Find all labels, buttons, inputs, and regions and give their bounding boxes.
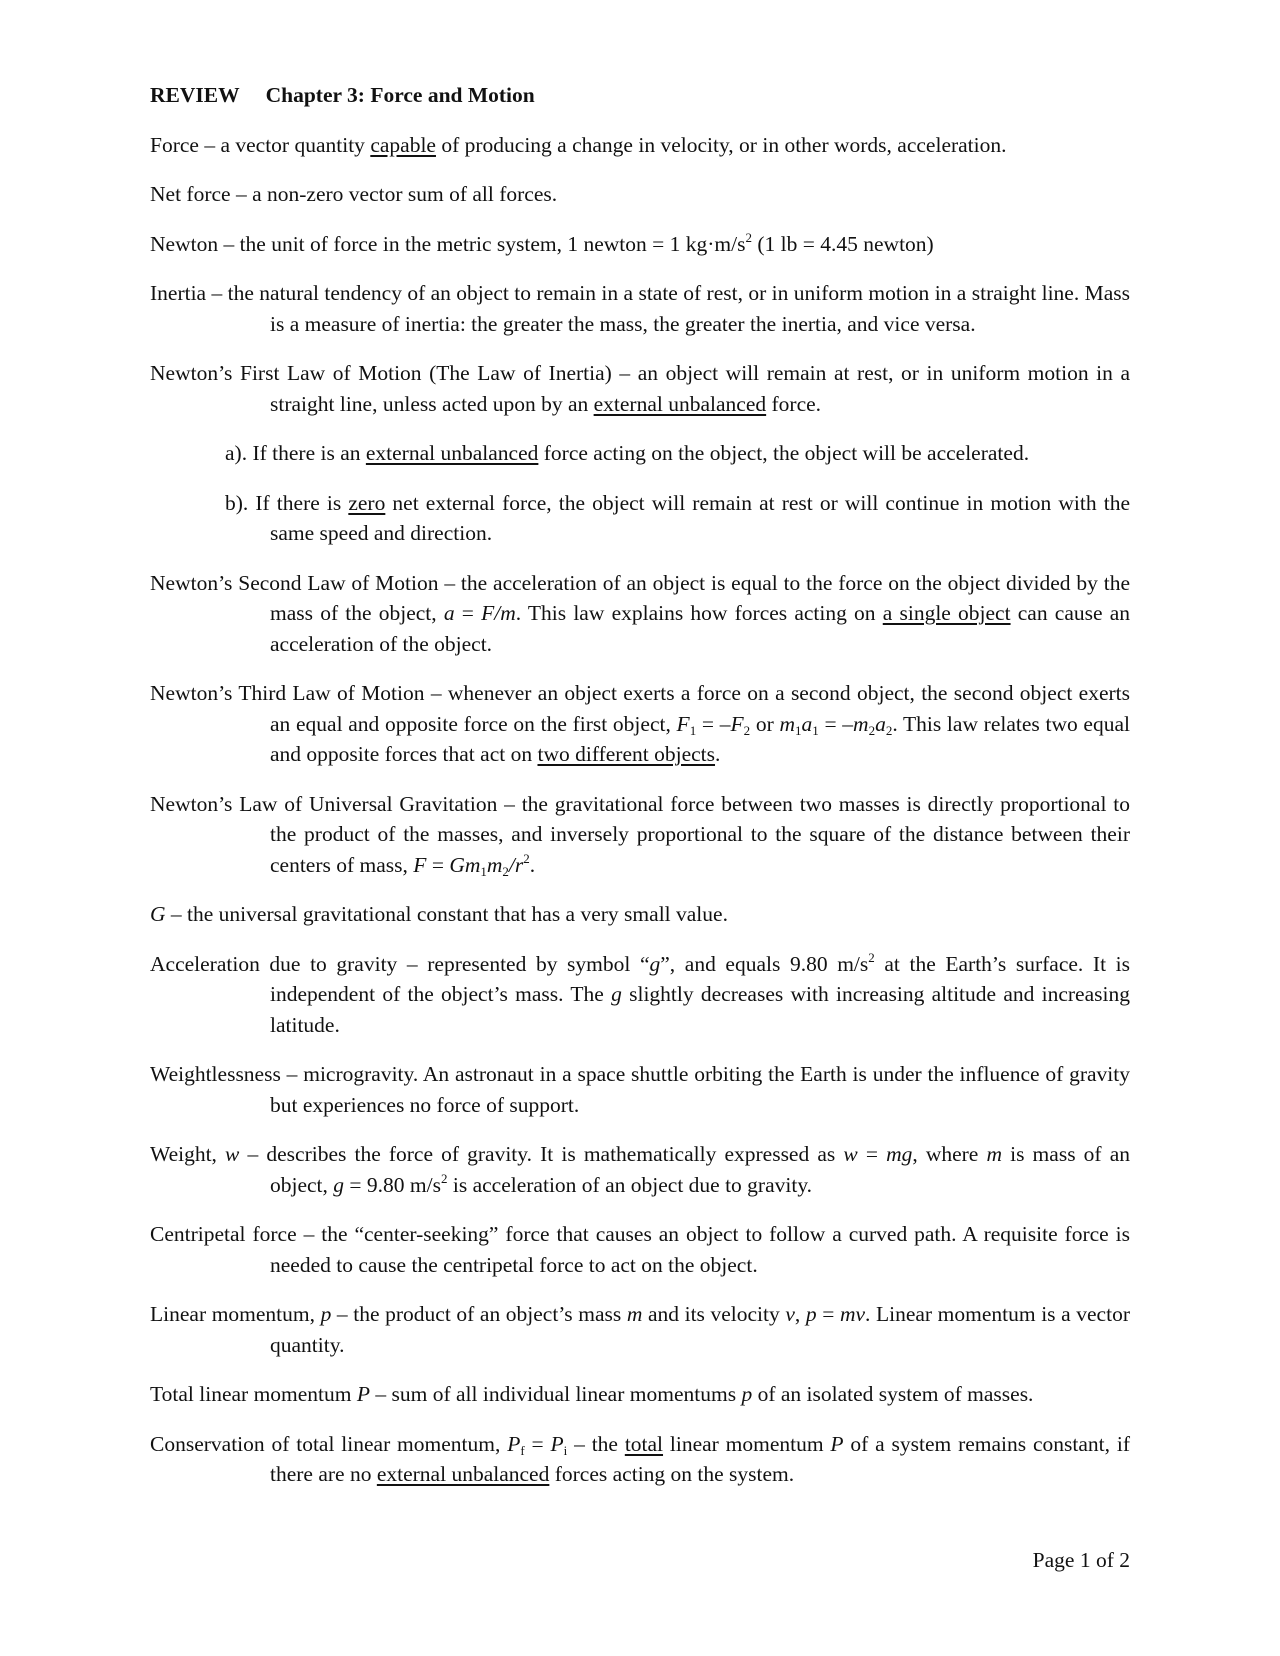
page-number: Page 1 of 2 [1032,1548,1130,1572]
definition-inertia: Inertia – the natural tendency of an object to remain in a state of rest, or in uniform motion in a straight line. Mass is a measure of inertia: the greater the mass, the greater the inertia, and vice versa. [150,281,1130,336]
document-page [150,80,1130,1509]
definition-acceleration-gravity: Acceleration due to gravity – represented by symbol “g”, and equals 9.80 $m/s^2$ at the Earth’s surface. It is independent of the object’s mass. The g slightly decreases with increasing altitude and increasing latitude. [150,949,1130,1037]
definition-newton: Newton – the unit of force in the metric system, 1 newton = 1 $kg\cdot m/s^2$ (1 lb = 4.45 newton) [150,229,934,256]
chapter-title: Chapter 3: Force and Motion [265,83,535,107]
definition-first-law: Newton’s First Law of Motion (The Law of Inertia) – an object will remain at rest, or in uniform motion in a straight line, unless acted upon by an external unbalanced force. [150,361,1130,416]
definition-g-constant: G – the universal gravitational constant that has a very small value. [150,902,728,926]
definition-centripetal: Centripetal force – the “center-seeking” force that causes an object to follow a curved path. A requisite force is needed to cause the centripetal force to act on the object. [150,1222,1130,1277]
definition-weight: Weight, w – describes the force of gravity. It is mathematically expressed as w = mg, where m is mass of an object, g = 9.80 $m/s^2$ is acceleration of an object due to gravity. [150,1142,1130,1197]
page-title [150,80,1130,111]
definition-momentum: Linear momentum, p – the product of an object’s mass m and its velocity v, p = mv. Linear momentum is a vector quantity. [150,1302,1130,1357]
definition-gravitation: Newton’s Law of Universal Gravitation – the gravitational force between two masses is directly proportional to the product of the masses, and inversely proportional to the square of the distance between their centers of mass, $F = Gm_1m_2/r^2$. [150,791,1130,879]
first-law-item-a: a). If there is an external unbalanced force acting on the object, the object will be accelerated. [225,441,1030,465]
definition-weightlessness: Weightlessness – microgravity. An astronaut in a space shuttle orbiting the Earth is under the influence of gravity but experiences no force of support. [150,1062,1130,1117]
first-law-item-b: b). If there is zero net external force, the object will remain at rest or will continue in motion with the same speed and direction. [225,490,1130,545]
definition-net-force: Net force – a non-zero vector sum of all forces. [150,182,558,206]
definition-third-law: Newton’s Third Law of Motion – whenever an object exerts a force on a second object, the second object exerts an equal and opposite force on the first object, $F_1 = -F_2$ or $m_1a_1 = -m_2a_2$. This law relates two equal and opposite forces that act on two different objects. [150,681,1130,766]
review-label: REVIEW [150,83,240,107]
definition-total-momentum: Total linear momentum P – sum of all individual linear momentums p of an isolated system of masses. [150,1382,1034,1406]
definition-second-law: Newton’s Second Law of Motion – the acceleration of an object is equal to the force on the object divided by the mass of the object, a = F/m. This law explains how forces acting on a single object can cause an acceleration of the object. [150,570,1131,656]
definition-conservation: Conservation of total linear momentum, $P_f = P_i$ – the total linear momentum P of a system remains constant, if there are no external unbalanced forces acting on the system. [150,1431,1130,1486]
definition-force: Force – a vector quantity capable of producing a change in velocity, or in other words, acceleration. [150,132,1007,157]
